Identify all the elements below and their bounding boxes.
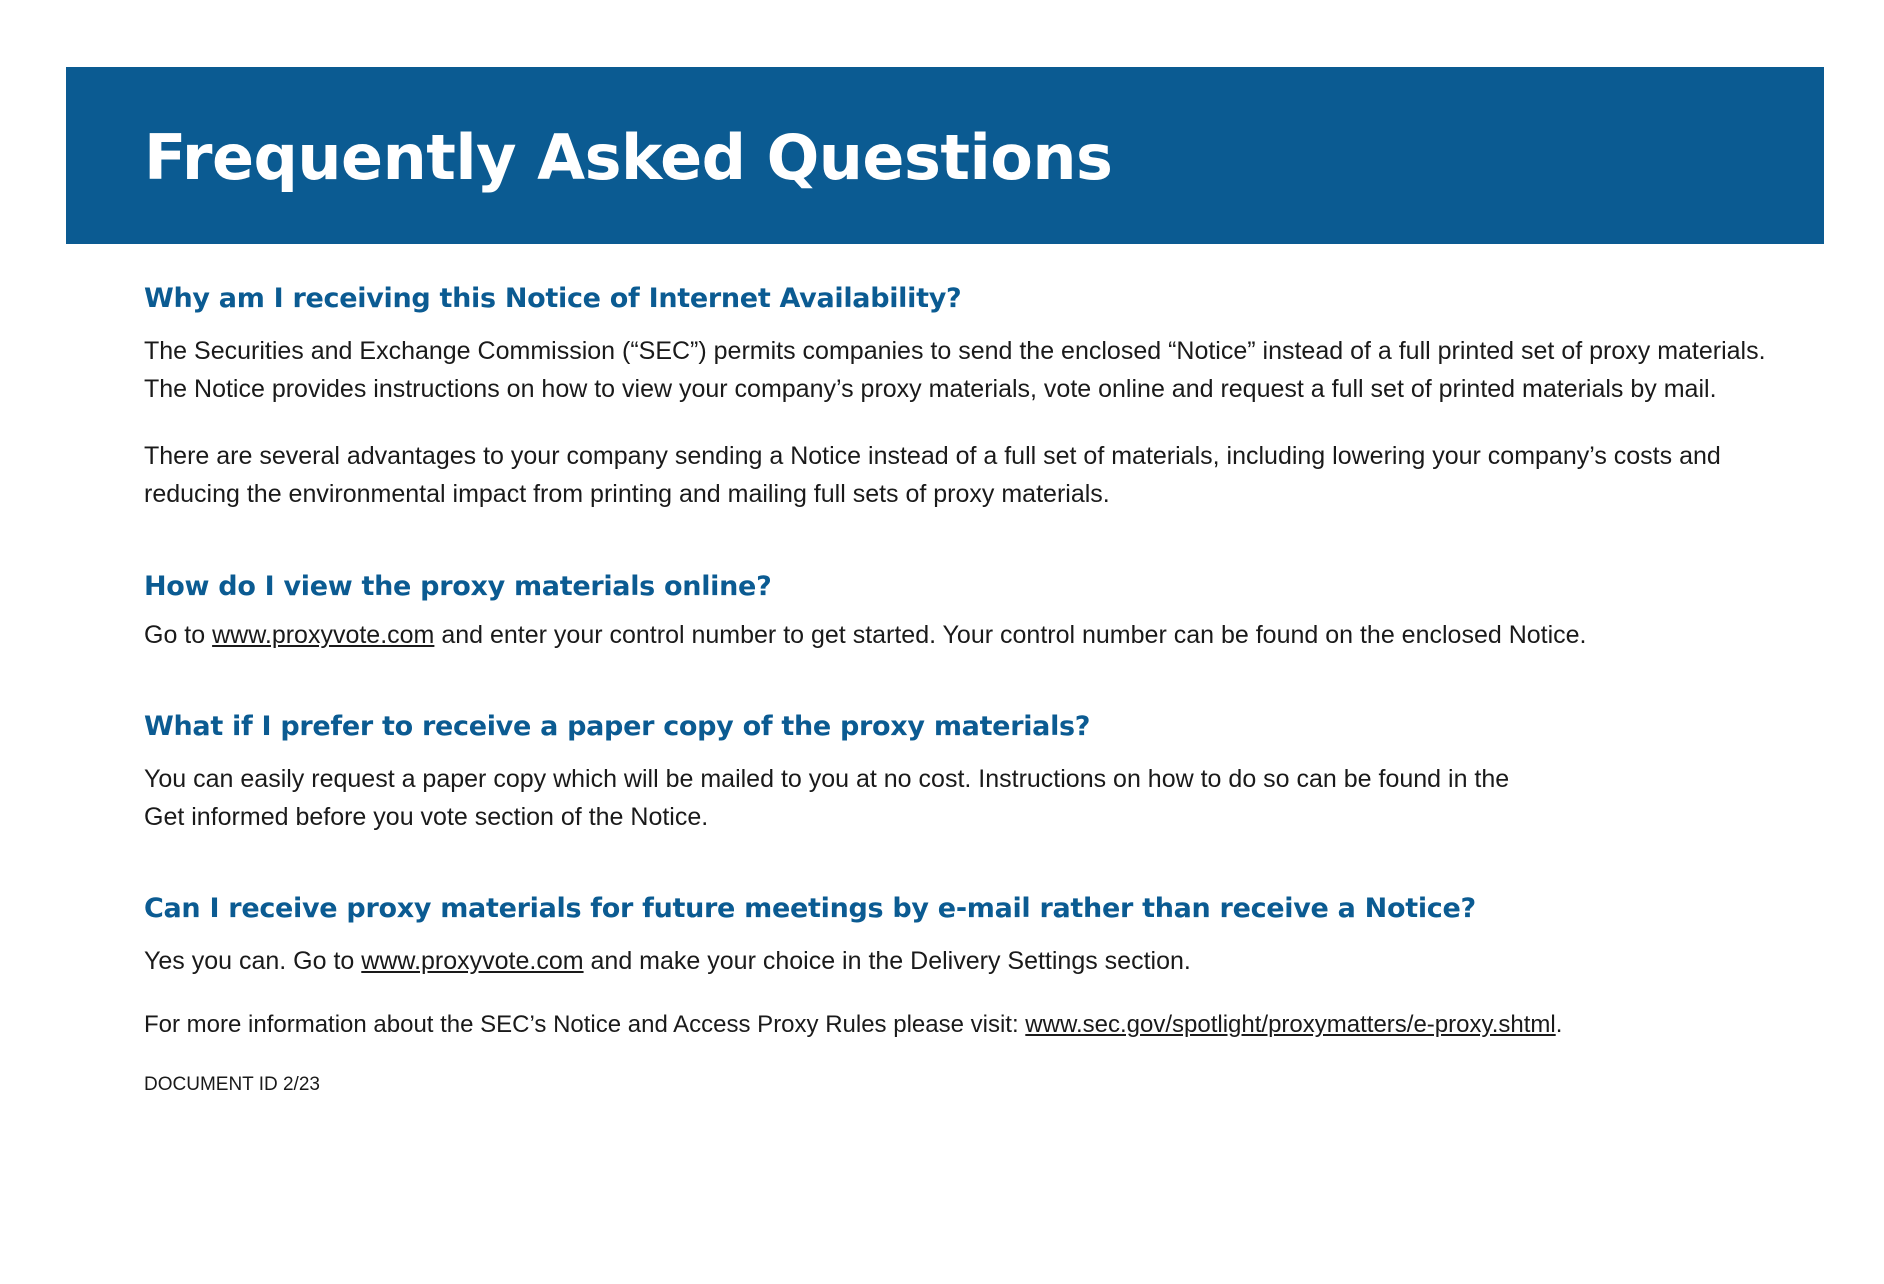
faq-answer-4 xyxy=(144,942,1784,980)
faq-answer-2 xyxy=(144,616,1784,654)
faq-question-3: What if I prefer to receive a paper copy of the proxy materials? xyxy=(144,711,1091,742)
more-info-trailing: . xyxy=(1555,1011,1563,1038)
proxyvote-link[interactable]: www.proxyvote.com xyxy=(212,621,435,649)
faq-question-4: Can I receive proxy materials for future meetings by e-mail rather than receive a Notice? xyxy=(144,893,1476,924)
faq-answer-3 xyxy=(144,760,1784,836)
faq-answer-1-paragraph-1: The Securities and Exchange Commission (“SEC”) permits companies to send the enclosed “Notice” instead of a full printed set of proxy materials. The Notice provides instructions on how to view your company’s proxy materials, vote online and request a full set of printed materials by mail. xyxy=(144,337,1766,403)
faq-content xyxy=(144,280,1784,1098)
faq-answer-2-text-before: Go to xyxy=(144,621,213,649)
sec-eproxy-link[interactable]: www.sec.gov/spotlight/proxymatters/e-proxy.shtml xyxy=(1025,1011,1556,1038)
faq-answer-2-text-after: and enter your control number to get started. Your control number can be found on the enclosed Notice. xyxy=(434,621,1587,649)
faq-answer-4-text-before: Yes you can. Go to xyxy=(144,947,362,975)
more-info-line xyxy=(144,1006,1784,1044)
more-info-text: For more information about the SEC’s Notice and Access Proxy Rules please visit: xyxy=(144,1011,1026,1038)
proxyvote-link-2[interactable]: www.proxyvote.com xyxy=(361,947,584,975)
faq-answer-1-paragraph-2: There are several advantages to your company sending a Notice instead of a full set of materials, including lowering your company’s costs and reducing the environmental impact from printing and mailing full sets of proxy materials. xyxy=(144,442,1721,508)
faq-question-1: Why am I receiving this Notice of Internet Availability? xyxy=(144,283,962,314)
document-id: DOCUMENT ID 2/23 xyxy=(144,1074,320,1095)
faq-question-2: How do I view the proxy materials online? xyxy=(144,571,772,602)
faq-answer-4-text-after: and make your choice in the Delivery Settings section. xyxy=(583,947,1191,975)
faq-answer-3-line-2: Get informed before you vote section of the Notice. xyxy=(144,803,709,831)
faq-answer-3-line-1: You can easily request a paper copy which will be mailed to you at no cost. Instructions on how to do so can be found in the xyxy=(144,765,1510,793)
page-title: Frequently Asked Questions xyxy=(144,121,1113,194)
header-banner xyxy=(66,67,1824,244)
